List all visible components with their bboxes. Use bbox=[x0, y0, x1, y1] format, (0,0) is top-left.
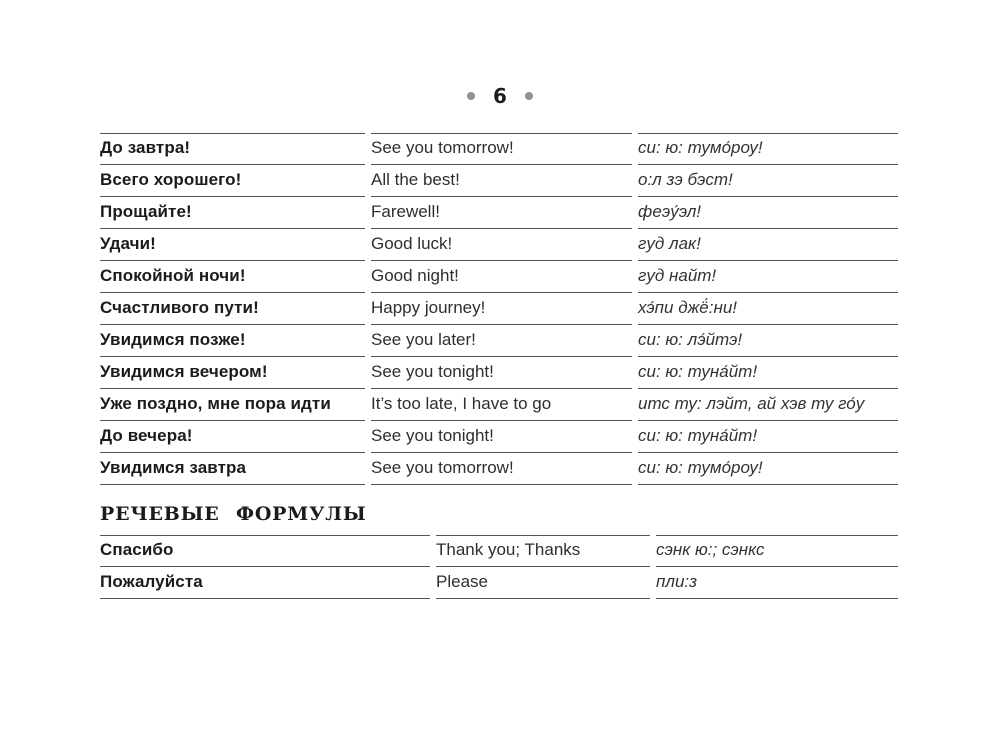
english-phrase: Farewell! bbox=[371, 197, 632, 229]
table-row bbox=[100, 197, 898, 229]
english-phrase: Please bbox=[436, 567, 650, 599]
table-row bbox=[100, 567, 898, 599]
table-row bbox=[100, 229, 898, 261]
russian-phrase: До завтра! bbox=[100, 133, 365, 165]
english-phrase: It’s too late, I have to go bbox=[371, 389, 632, 421]
table-row bbox=[100, 133, 898, 165]
russian-phrase: Всего хорошего! bbox=[100, 165, 365, 197]
phrase-table bbox=[100, 133, 898, 485]
transcription: о:л зэ бэст! bbox=[638, 165, 898, 197]
table-row bbox=[100, 165, 898, 197]
english-phrase: Good night! bbox=[371, 261, 632, 293]
english-phrase: See you tonight! bbox=[371, 421, 632, 453]
russian-phrase: Пожалуйста bbox=[100, 567, 430, 599]
transcription: си: ю: туна́йт! bbox=[638, 421, 898, 453]
russian-phrase: Удачи! bbox=[100, 229, 365, 261]
transcription: гуд лак! bbox=[638, 229, 898, 261]
russian-phrase: Увидимся позже! bbox=[100, 325, 365, 357]
table-row bbox=[100, 421, 898, 453]
transcription: сэнк ю:; сэнкс bbox=[656, 535, 898, 567]
russian-phrase: Спасибо bbox=[100, 535, 430, 567]
russian-phrase: Счастливого пути! bbox=[100, 293, 365, 325]
table-row bbox=[100, 453, 898, 485]
page-number-dot-right bbox=[525, 92, 533, 100]
english-phrase: See you tomorrow! bbox=[371, 133, 632, 165]
section-heading: РЕЧЕВЫЕ ФОРМУЛЫ bbox=[100, 503, 367, 525]
russian-phrase: Прощайте! bbox=[100, 197, 365, 229]
transcription: хэ́пи джё́:ни! bbox=[638, 293, 898, 325]
transcription: си: ю: лэ́йтэ! bbox=[638, 325, 898, 357]
formulas-table bbox=[100, 535, 898, 599]
table-row bbox=[100, 535, 898, 567]
russian-phrase: Увидимся завтра bbox=[100, 453, 365, 485]
transcription: си: ю: туна́йт! bbox=[638, 357, 898, 389]
table-row bbox=[100, 357, 898, 389]
transcription: си: ю: тумо́роу! bbox=[638, 453, 898, 485]
english-phrase: All the best! bbox=[371, 165, 632, 197]
page-header bbox=[0, 86, 1000, 106]
table-row bbox=[100, 325, 898, 357]
page-number: 6 bbox=[493, 84, 507, 108]
english-phrase: Good luck! bbox=[371, 229, 632, 261]
transcription: си: ю: тумо́роу! bbox=[638, 133, 898, 165]
transcription: пли:з bbox=[656, 567, 898, 599]
transcription: гуд найт! bbox=[638, 261, 898, 293]
transcription: итс ту: лэйт, ай хэв ту го́у bbox=[638, 389, 898, 421]
russian-phrase: До вечера! bbox=[100, 421, 365, 453]
transcription: феэу́эл! bbox=[638, 197, 898, 229]
page-number-dot-left bbox=[467, 92, 475, 100]
russian-phrase: Спокойной ночи! bbox=[100, 261, 365, 293]
english-phrase: Happy journey! bbox=[371, 293, 632, 325]
russian-phrase: Увидимся вечером! bbox=[100, 357, 365, 389]
english-phrase: See you tomorrow! bbox=[371, 453, 632, 485]
table-row bbox=[100, 389, 898, 421]
russian-phrase: Уже поздно, мне пора идти bbox=[100, 389, 365, 421]
english-phrase: See you tonight! bbox=[371, 357, 632, 389]
english-phrase: Thank you; Thanks bbox=[436, 535, 650, 567]
table-row bbox=[100, 293, 898, 325]
english-phrase: See you later! bbox=[371, 325, 632, 357]
table-row bbox=[100, 261, 898, 293]
